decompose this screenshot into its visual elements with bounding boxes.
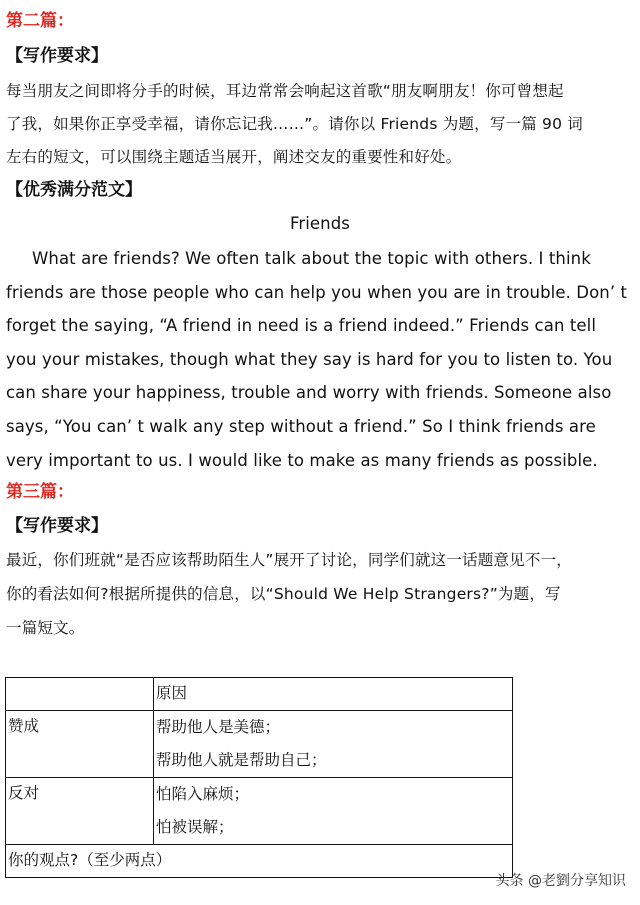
table-row-label: 反对 xyxy=(6,778,154,845)
table-row-reasons xyxy=(154,711,513,778)
section-2-requirement-line: 左右的短文，可以围绕主题适当展开，阐述交友的重要性和好处。 xyxy=(6,148,462,166)
essay-line: very important to us. I would like to make as many friends as possible. xyxy=(6,451,598,470)
reason-text: 帮助他人是美德； xyxy=(156,718,281,736)
essay-line: forget the saying, “A friend in need is a friend indeed.” Friends can tell xyxy=(6,316,597,335)
reason-text: 怕被误解； xyxy=(156,818,234,836)
essay-line: you your mistakes, though what they say is hard for you to listen to. You xyxy=(6,350,613,369)
section-2-requirement-line: 了我，如果你正享受幸福，请你忘记我……”。请你以 Friends 为题，写一篇 90 词 xyxy=(6,115,584,133)
section-2-title: 第二篇： xyxy=(6,11,74,31)
table-row-label: 赞成 xyxy=(6,711,154,778)
essay-line: can share your happiness, trouble and worry with friends. Someone also xyxy=(6,383,612,402)
table-footer-cell: 你的观点?（至少两点） xyxy=(6,845,513,878)
table-row-support xyxy=(6,711,513,778)
section-3-requirements-heading: 【写作要求】 xyxy=(6,516,108,536)
essay-line: says, “You can’ t walk any step without a friend.” So I think friends are xyxy=(6,417,596,436)
section-2-requirement-line: 每当朋友之间即将分手的时候，耳边常常会响起这首歌“朋友啊朋友！你可曾想起 xyxy=(6,82,564,100)
table-header-empty-cell xyxy=(6,678,154,711)
watermark-text: 头条 @老劉分享知识 xyxy=(495,873,626,889)
table-row-oppose xyxy=(6,778,513,845)
essay-title: Friends xyxy=(289,214,351,233)
section-3-requirement-line: 你的看法如何?根据所提供的信息，以“Should We Help Strangers?”为题，写 xyxy=(6,585,561,603)
section-3-requirement-line: 最近，你们班就“是否应该帮助陌生人”展开了讨论，同学们就这一话题意见不一， xyxy=(6,551,572,569)
section-3-requirement-line: 一篇短文。 xyxy=(6,619,85,637)
section-2-essay-heading: 【优秀满分范文】 xyxy=(6,180,142,200)
section-3-title: 第三篇： xyxy=(6,482,74,502)
table-header-reason: 原因 xyxy=(154,678,513,711)
opinion-table xyxy=(5,677,513,878)
essay-line: What are friends? We often talk about the topic with others. I think xyxy=(32,249,591,268)
section-2-requirements-heading: 【写作要求】 xyxy=(6,46,108,66)
essay-line: friends are those people who can help you when you are in trouble. Don’ t xyxy=(6,283,628,302)
reason-text: 帮助他人就是帮助自己； xyxy=(156,751,327,769)
table-header-row xyxy=(6,678,513,711)
reason-text: 怕陷入麻烦； xyxy=(156,785,250,803)
table-footer-row xyxy=(6,845,513,878)
table-row-reasons xyxy=(154,778,513,845)
